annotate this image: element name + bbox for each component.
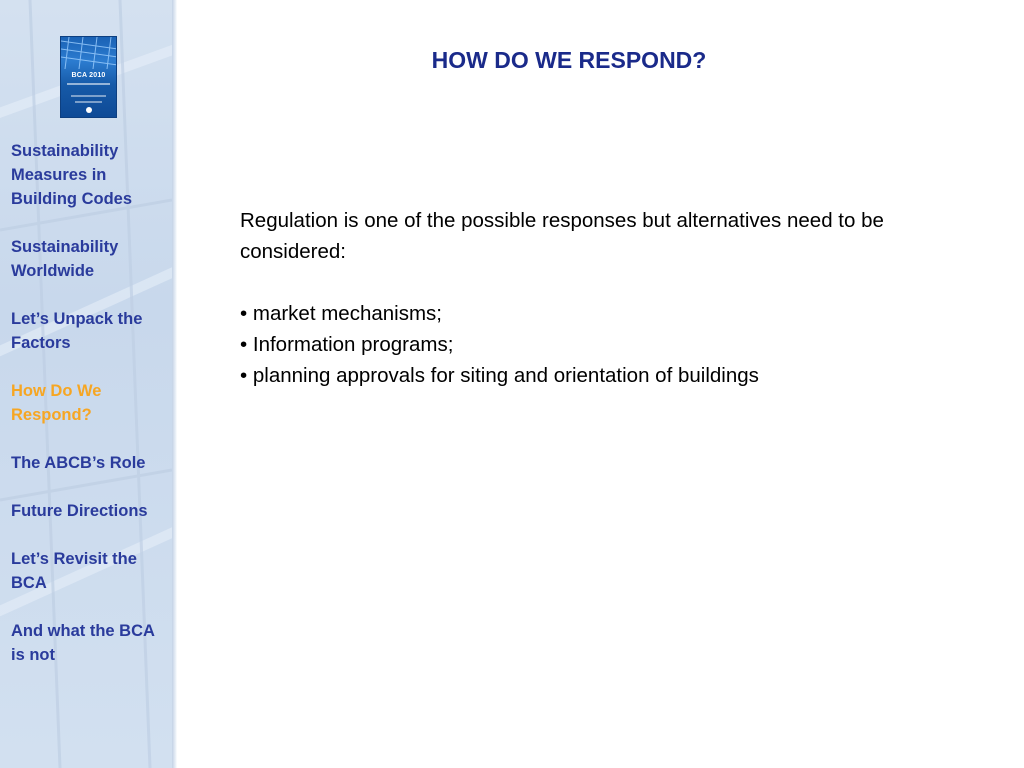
cover-title: BCA 2010 xyxy=(71,72,106,79)
sidebar-item-sustainability-worldwide[interactable]: Sustainability Worldwide xyxy=(11,238,119,280)
bullet-item: • Information programs; xyxy=(240,333,454,356)
bullet-item: • planning approvals for siting and orientation of buildings xyxy=(240,364,759,387)
sidebar xyxy=(0,0,172,768)
sidebar-item-what-bca-is-not[interactable]: And what the BCA is not xyxy=(11,622,155,664)
intro-text: Regulation is one of the possible responses but alternatives need to be considered: xyxy=(240,209,884,263)
sidebar-item-unpack-factors[interactable]: Let’s Unpack the Factors xyxy=(11,310,143,352)
sidebar-item-how-do-we-respond[interactable]: How Do We Respond? xyxy=(11,382,102,424)
paragraph-spacer xyxy=(240,267,940,298)
bullet-item: • market mechanisms; xyxy=(240,302,442,325)
cover-roof-graphic xyxy=(61,37,117,69)
bca-2010-cover-image xyxy=(60,36,117,118)
cover-logo-icon xyxy=(86,107,92,113)
sidebar-item-revisit-bca[interactable]: Let’s Revisit the BCA xyxy=(11,550,137,592)
cover-subtitle-line xyxy=(67,83,110,85)
cover-text-line xyxy=(75,101,102,103)
slide-title: HOW DO WE RESPOND? xyxy=(431,47,707,73)
sidebar-item-sustainability-measures[interactable]: Sustainability Measures in Building Codes xyxy=(11,142,132,208)
sidebar-edge xyxy=(172,0,177,768)
sidebar-nav xyxy=(11,139,171,691)
slide-body xyxy=(240,205,940,391)
cover-text-line xyxy=(71,95,106,97)
sidebar-item-future-directions[interactable]: Future Directions xyxy=(11,502,148,520)
sidebar-item-abcb-role[interactable]: The ABCB’s Role xyxy=(11,454,146,472)
